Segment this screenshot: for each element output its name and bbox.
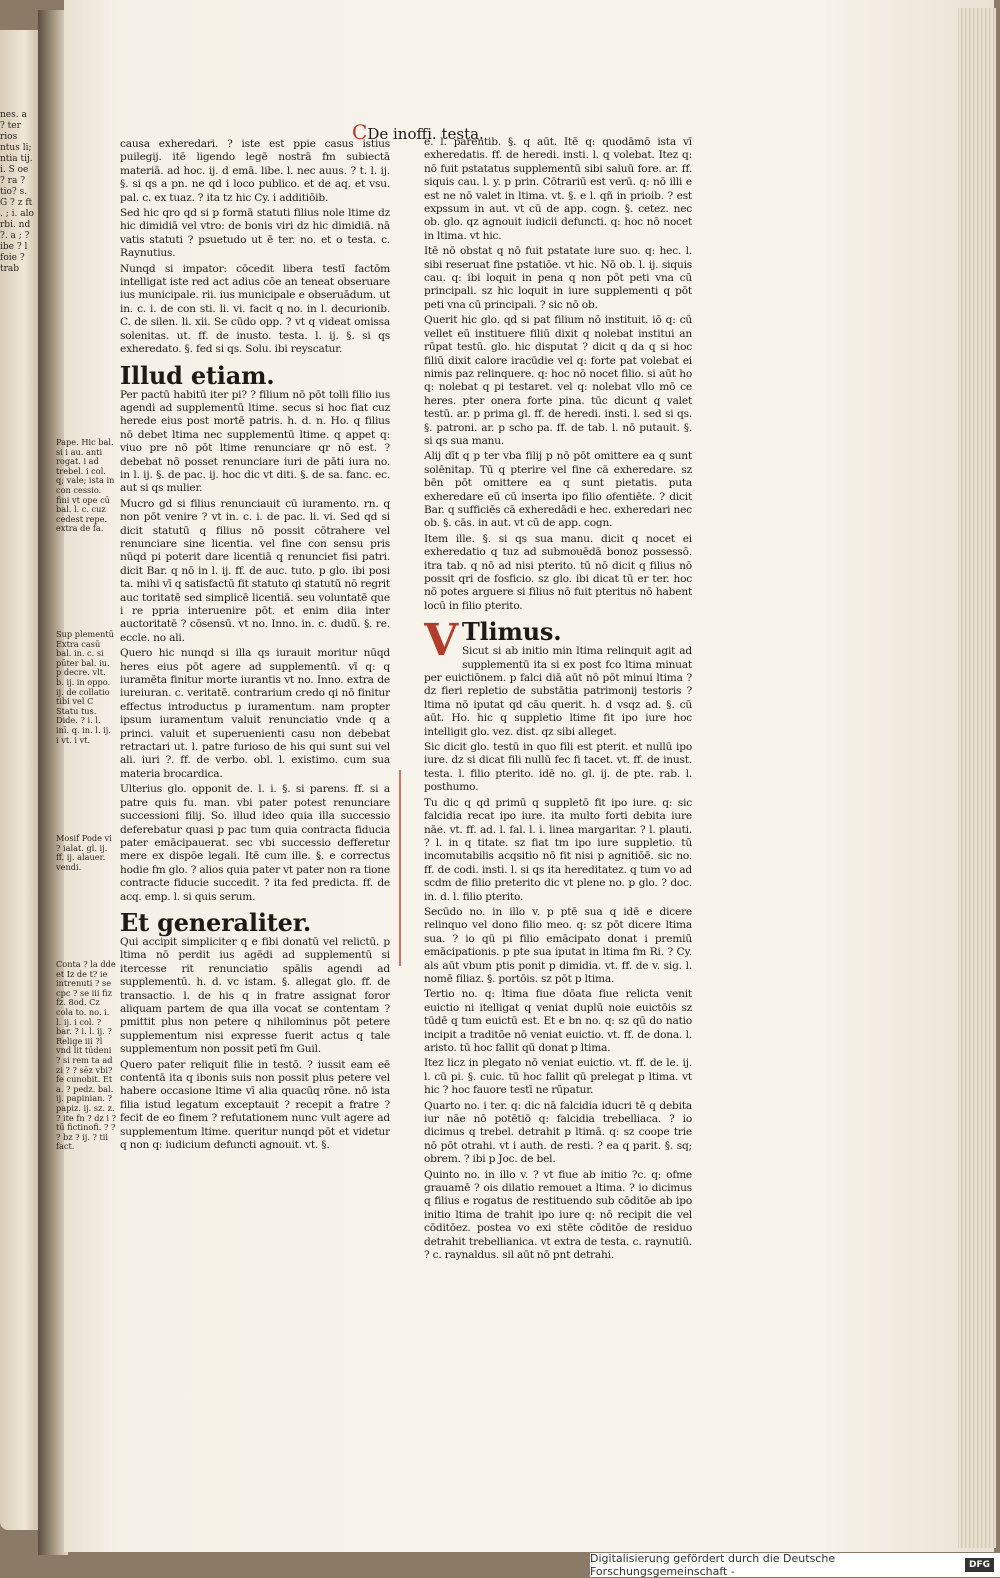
digitization-credit-footer: [590, 1553, 1000, 1577]
running-head-initial: C: [352, 120, 368, 144]
footer-text: Digitalisierung gefördert durch die Deutsche Forschungsgemeinschaft -: [590, 1552, 836, 1578]
dfg-logo-icon: DFG: [965, 1558, 994, 1572]
page-stack-edge: [958, 8, 996, 1548]
marginal-gloss-1: Pape. Hic bal. si i au. anti rogat. i ad trebel. i col. q; vale; ista in con cessio. fini vt ope cū bal. l. c. cuz cedest repe. extra de fa.: [56, 438, 115, 534]
rubric-initial: V: [424, 615, 458, 667]
paragraph: Sicut si ab initio min ltima relinquit agit ad supplementū ita si ex post fco ltima minuat per euictiōnem. p falci diā aūt nō pōt minui ltima ? dz fieri repletio de substātia patrimonij testoris ? ltima nō iputat qd cāu querit. h. d vsqz ad. §. cū aūt. Ho. hic q suppletio ltime fit ipo iure hoc intelligit glo. vez. dist. qz sibi alleget.: [424, 645, 692, 738]
paragraph: Nunqd si impator: cōcedit libera testī factōm intelligat iste red act adius cōe an teneat obseruare ius municipale. rii. ius municipale e obseruādum. ut in. c. i. de con sti. li. vi. facit q no. in l. decurionib. C. de silen. li. xii. Se cūdo opp. ? vt q videat omissa solenitas. ut. ff. de inusto. testa. l. ij. §. si qs exheredato. §. fed si qs. Solu. ibi reyscatur.: [120, 262, 390, 356]
paragraph: Qui accipit simpliciter q e fibi donatū vel relictū. p ltima nō perdit ius agēdi ad supplementū si itercesse rit renunciatio spālis agendi ad supplementū. h. d. vc istam. §. allegat glo. ff. de transactio. l. de his q in fratre assignat foror aliquam partem de qua illa vocat se contentam ? pmittit plus non petere q nihilominus pōt petere supplementum nisi expresse fuerit actus q tale supplementum non possit petī fm Guil.: [120, 935, 390, 1056]
marginal-gloss-2: Sup plementū Extra casū bal. in. c. si pūter bal. iu. p decre. vlt. b. ij. in oppo. ij. de collatio tibi vel C Statu tus. Dide. ? i. l. inī. q. in. l. ij. i vt. i vt.: [56, 630, 114, 745]
lemma-heading: Illud etiam.: [120, 360, 275, 390]
previous-page-text-fragment: nes. a ? ter rios ntus li; ntia tij. i. S oe ? ra ? tio? s. G ? z ft . ; i. alo rbi. nd ?. a ; ? ibe ? l foie ? trab: [0, 110, 34, 274]
paragraph: Mucro gd si filius renunciauit cū iuramento. rn. q non pōt venire ? vt in. c. i. de pac. li. vi. Sed qd si dicit statutū q filius nō possit cōtrahere vel renunciare sine licentia. vel fine con sensu pris nūqd pi poterit dare licentiā q renunciet fisi patri. dicit Bar. q nō in l. ij. ff. de auc. tuto. p glo. ibi posi ta. mihi vī q satisfactū fit statuto qi statutū nō regrit auc toritatē sed simplicē licentiā. seu voluntatē que i re ppria interuenire pōt. et enim diia inter auctoritatē ? cōsensū. vt no. Inno. in. c. dudū. §. re. eccle. no ali.: [120, 497, 390, 644]
paragraph: Secūdo no. in illo v. p ptē sua q idē e dicere relinquo vel dono filio meo. q: sz pōt dicere ltima sua. ? io qū pi filio emācipato donat i premiū emācipationis. p pte sua iputat in ltima fm Ri. ? Cy. als aūt vbum ptis ponit p dimidia. vt. ff. de v. sig. l. nomē filiaz. §. portōis. sz pōt p ltima.: [424, 905, 692, 985]
paragraph: Tu dic q qd primū q suppletō fit ipo iure. q: sic falcidia recat ipo iure. ita multo forti debita iure nāe. vt. ff. ad. l. fal. l. i. linea margaritar. ? l. plauti. ? l. in q titate. sz fiat tm ipo iure suppletio. tū incomutabilis acqsitio nō fit nisi p agnitiōē. sic no. ff. de codi. insti. l. si qs ita hereditatez. q tum vo ad scdm de filio preterito dic vt plene no. p glo. ? doc. in. d. l. filio pterito.: [424, 796, 692, 903]
marginal-gloss-4: Conta ? la dde et Iz de t? ie intrenuti ? se cpc ? se iii fiz fz. 8od. Cz cola to. no. i. l. ij. i col. ? bar. ? i. l. ij. ? Relige iii ?l vnd lit tūdeni ? si rem ta ad zi ? ? sēz vbi? fe cunobit. Et a. ? pedz. bal. ij. papinian. ? papiz. ij. sz. z. ? ite fn ? dz i ? tū fictinofi. ? ? ? bz ? ij. ? tii fact.: [56, 960, 116, 1152]
paragraph: Querit hic glo. qd si pat filium nō instituit. iō q: cū vellet eū instituere filiū dixit q nolebat institui an rūpat testū. glo. hic disputat ? dicit q da q si hoc filiū dixit calore iracūdie vel q: forte pat volebat ei nimis paz relinquere. q: hoc nō nocet filio. si aūt ho q: nolebat q pi testaret. vel q: nolebat vllo mō ce heres. pter onera forte pina. tūc dicunt q valet testū. ar. p prima gl. ff. de heredi. insti. l. sed si qs. §. patroni. ar. p scho pa. ff. de tab. l. nō putauit. §. si qs sua manu.: [424, 314, 692, 447]
lemma-heading-text: Tlimus.: [461, 617, 562, 647]
paragraph: e. l. parentib. §. q aūt. Itē q: quodāmō ista vī exheredatis. ff. de heredi. insti. l. q volebat. Itez q: nō fuit pstatatus supplementū sibi saluū fore. ar. ff. siquis cau. l. y. p prin. Cōtrariū est verū. q: nō illi e est ne nō valet in ltima. vt. §. e l. qñ in prioib. ? est expssum in aut. vt cū de app. cogn. §. cetez. nec ob. glo. qz agnouit iudicii defuncti. q: hoc nō nocet in ltima. vt hic.: [424, 136, 692, 242]
lemma-heading: [424, 615, 692, 667]
paragraph: Sic dicit glo. testū in quo fili est pterit. et nullū ipo iure. dz si dicat fili nullū fec fi tacet. vt. ff. de inust. testa. l. filio pterito. idē no. gl. ij. de pte. rab. l. posthumo.: [424, 741, 692, 794]
paragraph: Quero pater reliquit filie in testō. ? iussit eam eē contentā ita q ibonis suis non possit plus petere vel habere occasione ltime vī alia quacūq rōne. nō ista filia istud legatum exceptauit ? recepit a fratre ? fecit de eo finem ? refutationem nunc vult agere ad supplementum ltime. queritur nunqd pōt et videtur q non q: iudicium defuncti agnouit. vt. §.: [120, 1058, 390, 1152]
paragraph: causa exheredari. ? iste est ppie casus istius puilegij. itē ligendo legē nostrā fm subiectā materiā. ad hoc. ij. d emā. libe. l. nec auus. ? t. l. ij. §. si qs a pn. ne qd i loco publico. et de aq. et vsu. pal. c. ex tuaz. ? ita tz hic Cy. i additiōib.: [120, 138, 390, 204]
paragraph: Ulterius glo. opponit de. l. i. §. si parens. ff. si a patre quis fu. man. vbi pater potest renunciare successioni filij. So. illud ideo quia illa successio deferebatur quasi p pac tum quia contracta fiducia pater emācipauerat. sec vbi successio defferetur mere ex dispōe legali. Itē cum ille. §. e correctus hodie fm glo. ? alios quia pater vt pater non ra tione contracte fiducie succedit. ? ita fed predicta. ff. de acq. emp. l. si quis serum.: [120, 783, 390, 903]
rubric-stroke: [399, 770, 401, 966]
marginal-gloss-3: Mosif Pode vi ? ialat. gl. ij. ff. ij. alauer. vendi.: [56, 834, 112, 872]
paragraph: Alij dīt q p ter vba filij p nō pōt omittere ea q sunt solēnitap. Tū q pterire vel fine cā exheredare. sz bēn pōt omittere ea q sunt pietatis. puta exheredare eū cū inserta ipo filio ofentiēte. ? dicit Bar. q sufficiēs cā exheredādi e hec. exheredari nec ob. §. cās. in aut. vt cū de app. cogn.: [424, 450, 692, 530]
paragraph: Item ille. §. si qs sua manu. dicit q nocet ei exheredatio q tuz ad submouēdā bonoz possessō. itra tab. q nō ad nisi pterito. tū nō dicit q filius nō possit qri de fosficio. sz glo. ibi dicat tū er ter. hoc nō potes arguere si filius nō fuit pteritus nō habent locū in filio pterito.: [424, 532, 692, 612]
paragraph: Quero hic nunqd si illa qs iurauit moritur nūqd heres eius pōt agere ad supplementū. vī q: q iuramēta finitur morte iurantis vt no. Inno. extra de iureiuran. c. veritatē. contrarium credo qi nō finitur effectus introductus p iuramentum. nam propter ipsum iuramentum valuit renunciatio vnde q a princi. valuit et superuenienti casu non debebat retractari ut. l. patre furioso de his qui sunt sui vel ali. iuri ?. ff. de verbo. obl. l. existimo. cum sua materia brocardica.: [120, 647, 390, 780]
paragraph: Itez licz in plegato nō veniat euictio. vt. ff. de le. ij. l. cū pi. §. cuic. tū hoc fallit qū prelegat p ltima. vt hic ? hoc fauore testī ne rūpatur.: [424, 1057, 692, 1097]
text-column-left: [120, 138, 390, 1288]
lemma-heading: Et generaliter.: [120, 907, 312, 937]
paragraph: Quinto no. in illo v. ? vt fiue ab initio ?c. q: ofme grauamē ? ois dilatio remouet a ltima. ? io dicimus q filius e rogatus de restituendo sub cōditōe ab ipo initio ltima de trahit ipo iure q: nō recipit die vel cōditōez. postea vo exi stēte cōditōe de residuo detrahit trebellianica. vt extra de testa. c. raynutiū. ? c. raynaldus. sil aūt nō pnt detrahi.: [424, 1168, 692, 1262]
paragraph: Tertio no. q: ltima fiue dōata fiue relicta venit euictio ni itelligat q veniat duplū noie euictōis sz tūdē q tum euictū est. Et e bn no. q: sz qū do natio incipit a traditōe nō veniat euictio. vt. ff. de dona. l. aristo. tū hoc fallit qū donat p ltima.: [424, 988, 692, 1054]
paragraph: Itē nō obstat q nō fuit pstatate iure suo. q: hec. l. sibi reseruat fine pstatiōe. vt hic. Nō ob. l. ij. siquis cau. q: ibi loquit in pena q non pōt peti vna cū principali. sz hic loquit in iure supplementi q pōt peti vna cū principali. ? sic nō ob.: [424, 245, 692, 311]
paragraph: Sed hic qro qd si p formā statuti filius nole ltime dz hic dimidiā vel vtro: de bonis viri dz hic dimidiā. nā vatis statuti ? psuetudo ut ē ter. no. et o testa. c. Raynutius.: [120, 207, 390, 260]
running-head-text: De inoffi. testa.: [367, 125, 484, 143]
paragraph: Quarto no. i ter. q: dic nā falcidia iducri tē q debita iur nāe nō potētiō q: falcidia trebelliaca. ? io dicimus q trebel. detrahit p ltimā. q: sz coope trie nō pōt otrahi. vt i auth. de resti. ? ea q parit. §. sq; obrem. ? ibi p Joc. de bel.: [424, 1099, 692, 1166]
text-column-right: [424, 136, 692, 1306]
paragraph: Per pactū habitū iter pi? ? filium nō pōt tolli filio ius agendi ad supplementū ltime. secus si hoc fiat cuz herede eius post mortē patris. h. d. n. Ho. q filius nō debet ltima nec supplementū ltime. q appet q: viuo pre nō pōt ltime renunciare qr nō est. ? debebat nō posset renunciare iuri de pāti iura no. in l. ij. §. de pac. ij. hoc dic vt diti. §. de sa. fanc. ec. aut si qs mulier.: [120, 388, 390, 495]
previous-page-edge: [0, 30, 40, 1530]
